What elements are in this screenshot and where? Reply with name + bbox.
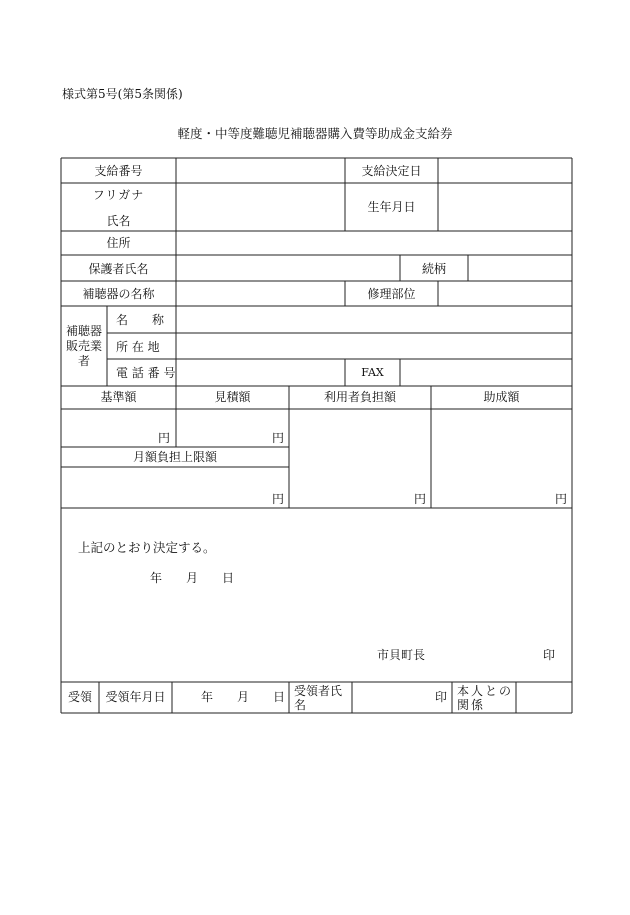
- payment-number-label: 支給番号: [94, 164, 143, 178]
- user-burden-label: 利用者負担額: [323, 390, 396, 404]
- decision-statement: 上記のとおり決定する。: [78, 540, 216, 555]
- receipt-day: 日: [273, 690, 286, 704]
- form-number: 様式第5号(第5条関係): [62, 87, 183, 101]
- receipt-label: 受領: [67, 690, 92, 704]
- decision-month: 月: [186, 571, 199, 585]
- address-label: 住所: [106, 236, 131, 250]
- estimate-amount-yen: 円: [272, 431, 285, 445]
- document-title: 軽度・中等度難聴児補聴器購入費等助成金支給券: [177, 126, 453, 141]
- vendor-phone-label: 電 話 番 号: [116, 366, 176, 380]
- repair-part-label: 修理部位: [367, 287, 416, 301]
- receipt-date-label: 受領年月日: [105, 690, 166, 704]
- mayor-seal: 印: [543, 648, 556, 662]
- relation-to-person-label: 本人との関係: [457, 684, 514, 712]
- receiver-seal: 印: [435, 690, 448, 704]
- estimate-amount-label: 見積額: [214, 390, 251, 404]
- decision-date-label: 支給決定日: [361, 164, 422, 178]
- monthly-cap-label: 月額負担上限額: [132, 450, 217, 464]
- fax-label: FAX: [361, 366, 384, 379]
- user-burden-yen: 円: [414, 492, 427, 506]
- receipt-month: 月: [237, 690, 250, 704]
- monthly-cap-yen: 円: [272, 492, 285, 506]
- vendor-group-label: 補聴器 販売業 者: [65, 324, 102, 368]
- mayor-title: 市貝町長: [377, 648, 426, 662]
- device-name-label: 補聴器の名称: [82, 287, 155, 301]
- standard-amount-yen: 円: [158, 431, 171, 445]
- vendor-location-label: 所 在 地: [116, 340, 160, 354]
- decision-day: 日: [222, 571, 235, 585]
- subsidy-amount-yen: 円: [555, 492, 568, 506]
- receipt-year: 年: [201, 690, 214, 704]
- subsidy-amount-label: 助成額: [483, 390, 520, 404]
- vendor-name-label: 名 称: [116, 313, 165, 327]
- name-label: 氏名: [106, 214, 131, 228]
- birthdate-label: 生年月日: [367, 200, 416, 214]
- guardian-name-label: 保護者氏名: [88, 262, 149, 276]
- standard-amount-label: 基準額: [100, 390, 137, 404]
- receiver-name-label: 受領者氏名: [294, 684, 343, 712]
- furigana-label: フリガナ: [92, 188, 145, 202]
- relationship-label: 続柄: [421, 262, 446, 276]
- decision-year: 年: [150, 571, 163, 585]
